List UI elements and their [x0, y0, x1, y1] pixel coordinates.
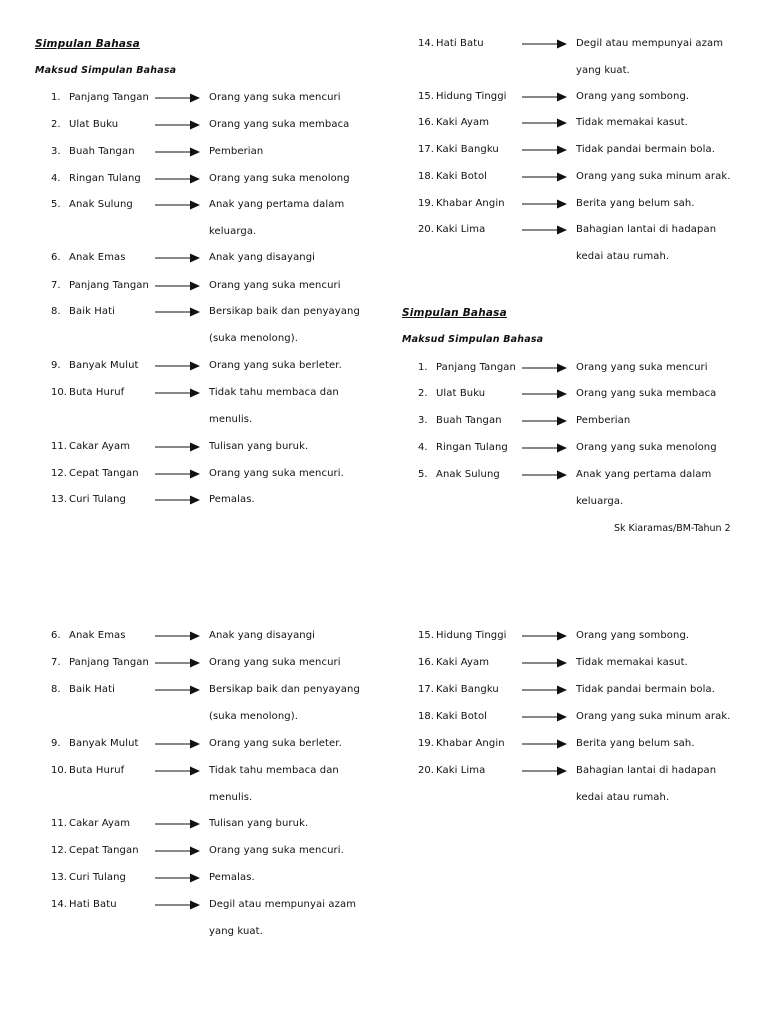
arrow-icon — [522, 199, 568, 209]
idiom-term: Hidung Tinggi — [436, 630, 507, 641]
idiom-term: Ringan Tulang — [69, 173, 141, 184]
arrow-icon — [155, 388, 201, 398]
idiom-term: Cakar Ayam — [69, 441, 131, 452]
idiom-meaning: Tulisan yang buruk. — [209, 441, 309, 452]
idiom-meaning: kedai atau rumah. — [576, 791, 670, 803]
item-number: 5. — [51, 199, 61, 210]
idiom-meaning: (suka menolong). — [209, 332, 298, 344]
idiom-meaning: yang kuat. — [209, 925, 263, 937]
arrow-icon — [522, 416, 568, 426]
idiom-meaning: Anak yang disayangi — [209, 630, 316, 641]
idiom-term: Panjang Tangan — [69, 92, 149, 103]
idiom-term: Ringan Tulang — [436, 442, 508, 453]
item-number: 4. — [418, 442, 428, 453]
idiom-meaning: menulis. — [209, 413, 253, 425]
idiom-meaning: Bahagian lantai di hadapan — [576, 765, 717, 776]
idiom-term: Hidung Tinggi — [436, 91, 507, 102]
arrow-icon — [155, 147, 201, 157]
idiom-meaning: Pemberian — [576, 415, 631, 426]
item-number: 10. — [51, 765, 67, 776]
arrow-icon — [155, 739, 201, 749]
arrow-icon — [155, 361, 201, 371]
idiom-term: Panjang Tangan — [436, 362, 516, 373]
item-number: 16. — [418, 657, 434, 668]
arrow-icon — [155, 281, 201, 291]
idiom-term: Buta Huruf — [69, 765, 125, 776]
section-title: Simpulan Bahasa — [35, 38, 140, 50]
idiom-meaning: Orang yang suka mencuri. — [209, 845, 344, 856]
idiom-term: Kaki Lima — [436, 765, 486, 776]
idiom-meaning: yang kuat. — [576, 64, 630, 76]
idiom-term: Khabar Angin — [436, 198, 505, 209]
arrow-icon — [155, 253, 201, 263]
arrow-icon — [155, 495, 201, 505]
arrow-icon — [155, 819, 201, 829]
idiom-meaning: Anak yang disayangi — [209, 252, 316, 263]
arrow-icon — [155, 766, 201, 776]
arrow-icon — [155, 685, 201, 695]
item-number: 4. — [51, 173, 61, 184]
item-number: 5. — [418, 469, 428, 480]
item-number: 3. — [418, 415, 428, 426]
item-number: 11. — [51, 818, 67, 829]
idiom-meaning: Degil atau mempunyai azam — [209, 899, 357, 910]
idiom-meaning: Orang yang suka minum arak. — [576, 711, 731, 722]
arrow-icon — [522, 172, 568, 182]
idiom-term: Kaki Botol — [436, 711, 488, 722]
arrow-icon — [522, 389, 568, 399]
idiom-term: Kaki Bangku — [436, 144, 499, 155]
idiom-term: Buah Tangan — [436, 415, 502, 426]
idiom-meaning: Orang yang suka menolong — [209, 173, 350, 184]
idiom-meaning: Orang yang suka menolong — [576, 442, 717, 453]
idiom-meaning: Orang yang sombong. — [576, 91, 690, 102]
idiom-meaning: Tidak pandai bermain bola. — [576, 684, 716, 695]
idiom-term: Khabar Angin — [436, 738, 505, 749]
idiom-meaning: Anak yang pertama dalam — [209, 199, 345, 210]
idiom-meaning: keluarga. — [209, 225, 257, 237]
arrow-icon — [522, 92, 568, 102]
item-number: 16. — [418, 117, 434, 128]
arrow-icon — [155, 900, 201, 910]
idiom-meaning: Orang yang suka mencuri. — [209, 468, 344, 479]
item-number: 19. — [418, 738, 434, 749]
item-number: 8. — [51, 684, 61, 695]
arrow-icon — [155, 469, 201, 479]
arrow-icon — [155, 307, 201, 317]
arrow-icon — [522, 363, 568, 373]
idiom-meaning: Orang yang suka mencuri — [209, 92, 341, 103]
item-number: 6. — [51, 252, 61, 263]
idiom-meaning: Tidak memakai kasut. — [576, 117, 688, 128]
item-number: 17. — [418, 684, 434, 695]
arrow-icon — [522, 631, 568, 641]
item-number: 20. — [418, 224, 434, 235]
idiom-term: Panjang Tangan — [69, 657, 149, 668]
item-number: 12. — [51, 468, 67, 479]
arrow-icon — [522, 225, 568, 235]
idiom-term: Kaki Ayam — [436, 657, 490, 668]
arrow-icon — [522, 118, 568, 128]
idiom-term: Kaki Botol — [436, 171, 488, 182]
idiom-meaning: Orang yang suka berleter. — [209, 360, 342, 371]
idiom-term: Kaki Lima — [436, 224, 486, 235]
idiom-meaning: Orang yang suka mencuri — [209, 657, 341, 668]
idiom-meaning: Pemberian — [209, 146, 264, 157]
idiom-meaning: Bersikap baik dan penyayang — [209, 684, 360, 695]
idiom-term: Kaki Bangku — [436, 684, 499, 695]
idiom-meaning: Orang yang suka mencuri — [576, 362, 708, 373]
item-number: 20. — [418, 765, 434, 776]
arrow-icon — [522, 685, 568, 695]
arrow-icon — [522, 739, 568, 749]
item-number: 13. — [51, 872, 67, 883]
section-title-repeat: Simpulan Bahasa — [402, 307, 507, 319]
idiom-term: Hati Batu — [436, 38, 484, 49]
item-number: 2. — [51, 119, 61, 130]
item-number: 18. — [418, 171, 434, 182]
arrow-icon — [522, 39, 568, 49]
arrow-icon — [522, 470, 568, 480]
idiom-term: Buta Huruf — [69, 387, 125, 398]
item-number: 18. — [418, 711, 434, 722]
idiom-term: Curi Tulang — [69, 872, 127, 883]
idiom-term: Hati Batu — [69, 899, 117, 910]
idiom-meaning: Tidak pandai bermain bola. — [576, 144, 716, 155]
idiom-term: Curi Tulang — [69, 494, 127, 505]
idiom-meaning: (suka menolong). — [209, 710, 298, 722]
idiom-meaning: Tidak tahu membaca dan — [209, 387, 339, 398]
idiom-term: Ulat Buku — [69, 119, 119, 130]
idiom-meaning: Orang yang suka minum arak. — [576, 171, 731, 182]
idiom-meaning: Pemalas. — [209, 872, 255, 883]
item-number: 13. — [51, 494, 67, 505]
arrow-icon — [522, 766, 568, 776]
idiom-term: Baik Hati — [69, 684, 115, 695]
item-number: 1. — [51, 92, 61, 103]
idiom-meaning: Tidak tahu membaca dan — [209, 765, 339, 776]
item-number: 3. — [51, 146, 61, 157]
arrow-icon — [155, 174, 201, 184]
idiom-term: Anak Sulung — [436, 469, 500, 480]
idiom-term: Buah Tangan — [69, 146, 135, 157]
idiom-meaning: Orang yang suka mencuri — [209, 280, 341, 291]
arrow-icon — [155, 873, 201, 883]
item-number: 7. — [51, 280, 61, 291]
idiom-meaning: Orang yang suka membaca — [576, 388, 717, 399]
arrow-icon — [155, 442, 201, 452]
arrow-icon — [522, 145, 568, 155]
arrow-icon — [522, 712, 568, 722]
item-number: 12. — [51, 845, 67, 856]
item-number: 19. — [418, 198, 434, 209]
idiom-meaning: Berita yang belum sah. — [576, 198, 695, 209]
idiom-term: Anak Emas — [69, 252, 126, 263]
arrow-icon — [155, 631, 201, 641]
idiom-term: Ulat Buku — [436, 388, 486, 399]
arrow-icon — [155, 200, 201, 210]
idiom-term: Banyak Mulut — [69, 738, 139, 749]
idiom-meaning: Tidak memakai kasut. — [576, 657, 688, 668]
idiom-term: Cakar Ayam — [69, 818, 131, 829]
idiom-term: Cepat Tangan — [69, 845, 139, 856]
idiom-meaning: Orang yang suka berleter. — [209, 738, 342, 749]
idiom-meaning: Pemalas. — [209, 494, 255, 505]
idiom-term: Anak Emas — [69, 630, 126, 641]
idiom-term: Anak Sulung — [69, 199, 133, 210]
item-number: 1. — [418, 362, 428, 373]
idiom-meaning: Berita yang belum sah. — [576, 738, 695, 749]
arrow-icon — [155, 658, 201, 668]
idiom-term: Cepat Tangan — [69, 468, 139, 479]
idiom-meaning: kedai atau rumah. — [576, 250, 670, 262]
idiom-term: Banyak Mulut — [69, 360, 139, 371]
idiom-meaning: Tulisan yang buruk. — [209, 818, 309, 829]
idiom-meaning: keluarga. — [576, 495, 624, 507]
item-number: 2. — [418, 388, 428, 399]
item-number: 17. — [418, 144, 434, 155]
item-number: 14. — [51, 899, 67, 910]
arrow-icon — [522, 443, 568, 453]
item-number: 9. — [51, 360, 61, 371]
item-number: 8. — [51, 306, 61, 317]
idiom-meaning: Orang yang sombong. — [576, 630, 690, 641]
section-subtitle-repeat: Maksud Simpulan Bahasa — [402, 334, 544, 345]
footer-school-code: Sk Kiaramas/BM-Tahun 2 — [614, 523, 731, 534]
idiom-term: Panjang Tangan — [69, 280, 149, 291]
section-subtitle: Maksud Simpulan Bahasa — [35, 65, 177, 76]
idiom-meaning: Bersikap baik dan penyayang — [209, 306, 360, 317]
item-number: 9. — [51, 738, 61, 749]
item-number: 14. — [418, 38, 434, 49]
arrow-icon — [155, 93, 201, 103]
idiom-term: Baik Hati — [69, 306, 115, 317]
idiom-meaning: Orang yang suka membaca — [209, 119, 350, 130]
idiom-meaning: Anak yang pertama dalam — [576, 469, 712, 480]
item-number: 10. — [51, 387, 67, 398]
idiom-term: Kaki Ayam — [436, 117, 490, 128]
item-number: 7. — [51, 657, 61, 668]
idiom-meaning: menulis. — [209, 791, 253, 803]
item-number: 6. — [51, 630, 61, 641]
item-number: 15. — [418, 91, 434, 102]
arrow-icon — [155, 120, 201, 130]
idiom-meaning: Bahagian lantai di hadapan — [576, 224, 717, 235]
idiom-meaning: Degil atau mempunyai azam — [576, 38, 724, 49]
item-number: 15. — [418, 630, 434, 641]
arrow-icon — [522, 658, 568, 668]
item-number: 11. — [51, 441, 67, 452]
arrow-icon — [155, 846, 201, 856]
